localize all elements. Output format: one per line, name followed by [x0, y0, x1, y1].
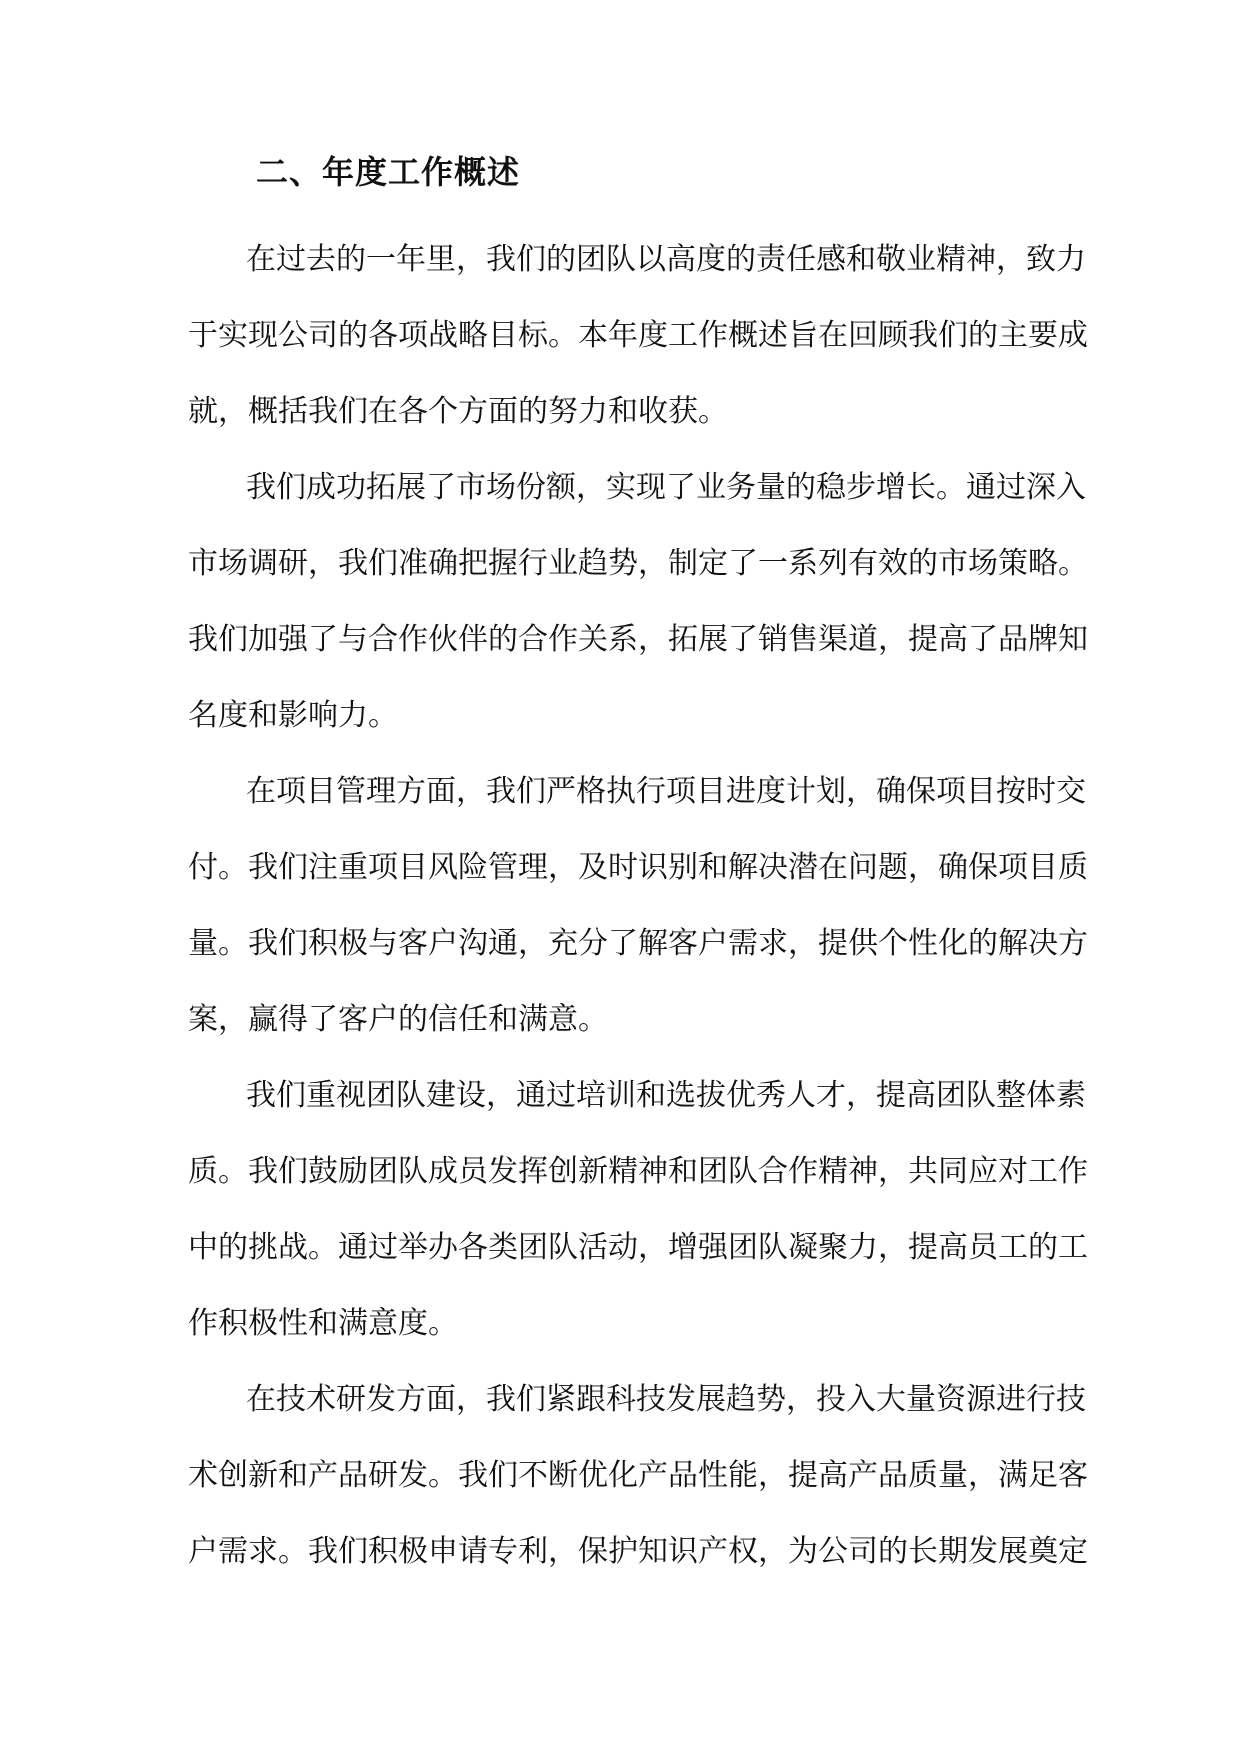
paragraph-line: 我们重视团队建设，通过培训和选拔优秀人才，提高团队整体素	[246, 1078, 1086, 1113]
paragraph-line: 案，赢得了客户的信任和满意。	[188, 1002, 608, 1037]
paragraph-line: 在项目管理方面，我们严格执行项目进度计划，确保项目按时交	[246, 774, 1086, 809]
paragraph-line: 我们成功拓展了市场份额，实现了业务量的稳步增长。通过深入	[246, 470, 1086, 505]
paragraph-line: 中的挑战。通过举办各类团队活动，增强团队凝聚力，提高员工的工	[188, 1230, 1088, 1265]
section-heading: 二、年度工作概述	[256, 153, 521, 191]
paragraph-line: 付。我们注重项目风险管理，及时识别和解决潜在问题，确保项目质	[188, 850, 1088, 885]
paragraph-line: 于实现公司的各项战略目标。本年度工作概述旨在回顾我们的主要成	[188, 318, 1088, 353]
paragraph-line: 术创新和产品研发。我们不断优化产品性能，提高产品质量，满足客	[188, 1458, 1088, 1493]
paragraph-line: 名度和影响力。	[188, 698, 398, 733]
paragraph-line: 在过去的一年里，我们的团队以高度的责任感和敬业精神，致力	[246, 242, 1086, 277]
paragraph-line: 作积极性和满意度。	[188, 1306, 458, 1341]
paragraph-line: 户需求。我们积极申请专利，保护知识产权，为公司的长期发展奠定	[188, 1534, 1088, 1569]
paragraph-line: 质。我们鼓励团队成员发挥创新精神和团队合作精神，共同应对工作	[188, 1154, 1088, 1189]
paragraph-line: 在技术研发方面，我们紧跟科技发展趋势，投入大量资源进行技	[246, 1382, 1086, 1417]
paragraph-line: 市场调研，我们准确把握行业趋势，制定了一系列有效的市场策略。	[188, 546, 1088, 581]
paragraph-line: 量。我们积极与客户沟通，充分了解客户需求，提供个性化的解决方	[188, 926, 1088, 961]
paragraph-line: 就，概括我们在各个方面的努力和收获。	[188, 394, 728, 429]
paragraph-line: 我们加强了与合作伙伴的合作关系，拓展了销售渠道，提高了品牌知	[188, 622, 1088, 657]
